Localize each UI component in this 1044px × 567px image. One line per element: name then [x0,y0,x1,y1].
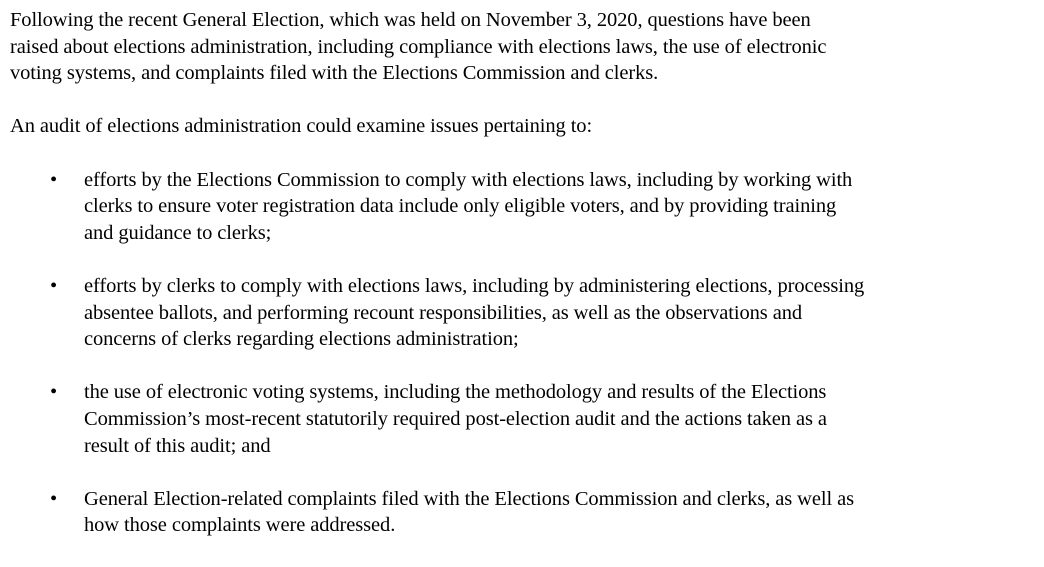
bullet-3-line-1: the use of electronic voting systems, including the methodology and results of the Elections [84,381,827,404]
intro-paragraph [10,7,1036,87]
bullet-2-text [84,273,864,353]
bullet-1-line-2: clerks to ensure voter registration data include only eligible voters, and by providing training [84,195,837,218]
bullet-3-text [84,379,827,459]
bullet-dot-icon: • [50,168,58,191]
bullet-4-text [84,486,854,539]
bullet-1-text [84,167,852,247]
bullet-1-line-1: efforts by the Elections Commission to comply with elections laws, including by working with [84,168,853,191]
bullet-1-line-3: and guidance to clerks; [84,221,272,244]
bullet-2-line-1: efforts by clerks to comply with elections laws, including by administering elections, processing [84,274,865,297]
bullet-list [10,167,1036,539]
lead-in-line: An audit of elections administration could examine issues pertaining to: [10,115,593,138]
bullet-dot-icon: • [50,381,58,404]
bullet-3-line-2: Commission’s most-recent statutorily required post-election audit and the actions taken as a [84,407,827,430]
bullet-item-2 [10,273,1036,353]
bullet-dot-icon: • [50,487,58,510]
bullet-2-line-2: absentee ballots, and performing recount responsibilities, as well as the observations and [84,301,802,324]
lead-in-paragraph [10,113,1036,140]
bullet-dot-icon: • [50,274,58,297]
bullet-4-line-2: how those complaints were addressed. [84,514,396,537]
intro-line-3: voting systems, and complaints filed with the Elections Commission and clerks. [10,62,659,85]
bullet-2-line-3: concerns of clerks regarding elections administration; [84,328,519,351]
intro-line-1: Following the recent General Election, which was held on November 3, 2020, questions have been [10,9,811,31]
bullet-item-1 [10,167,1036,247]
bullet-3-line-3: result of this audit; and [84,434,271,457]
bullet-4-line-1: General Election-related complaints filed with the Elections Commission and clerks, as well as [84,487,854,510]
bullet-item-4 [10,486,1036,539]
intro-line-2: raised about elections administration, including compliance with elections laws, the use of electronic [10,35,827,58]
bullet-item-3 [10,379,1036,459]
